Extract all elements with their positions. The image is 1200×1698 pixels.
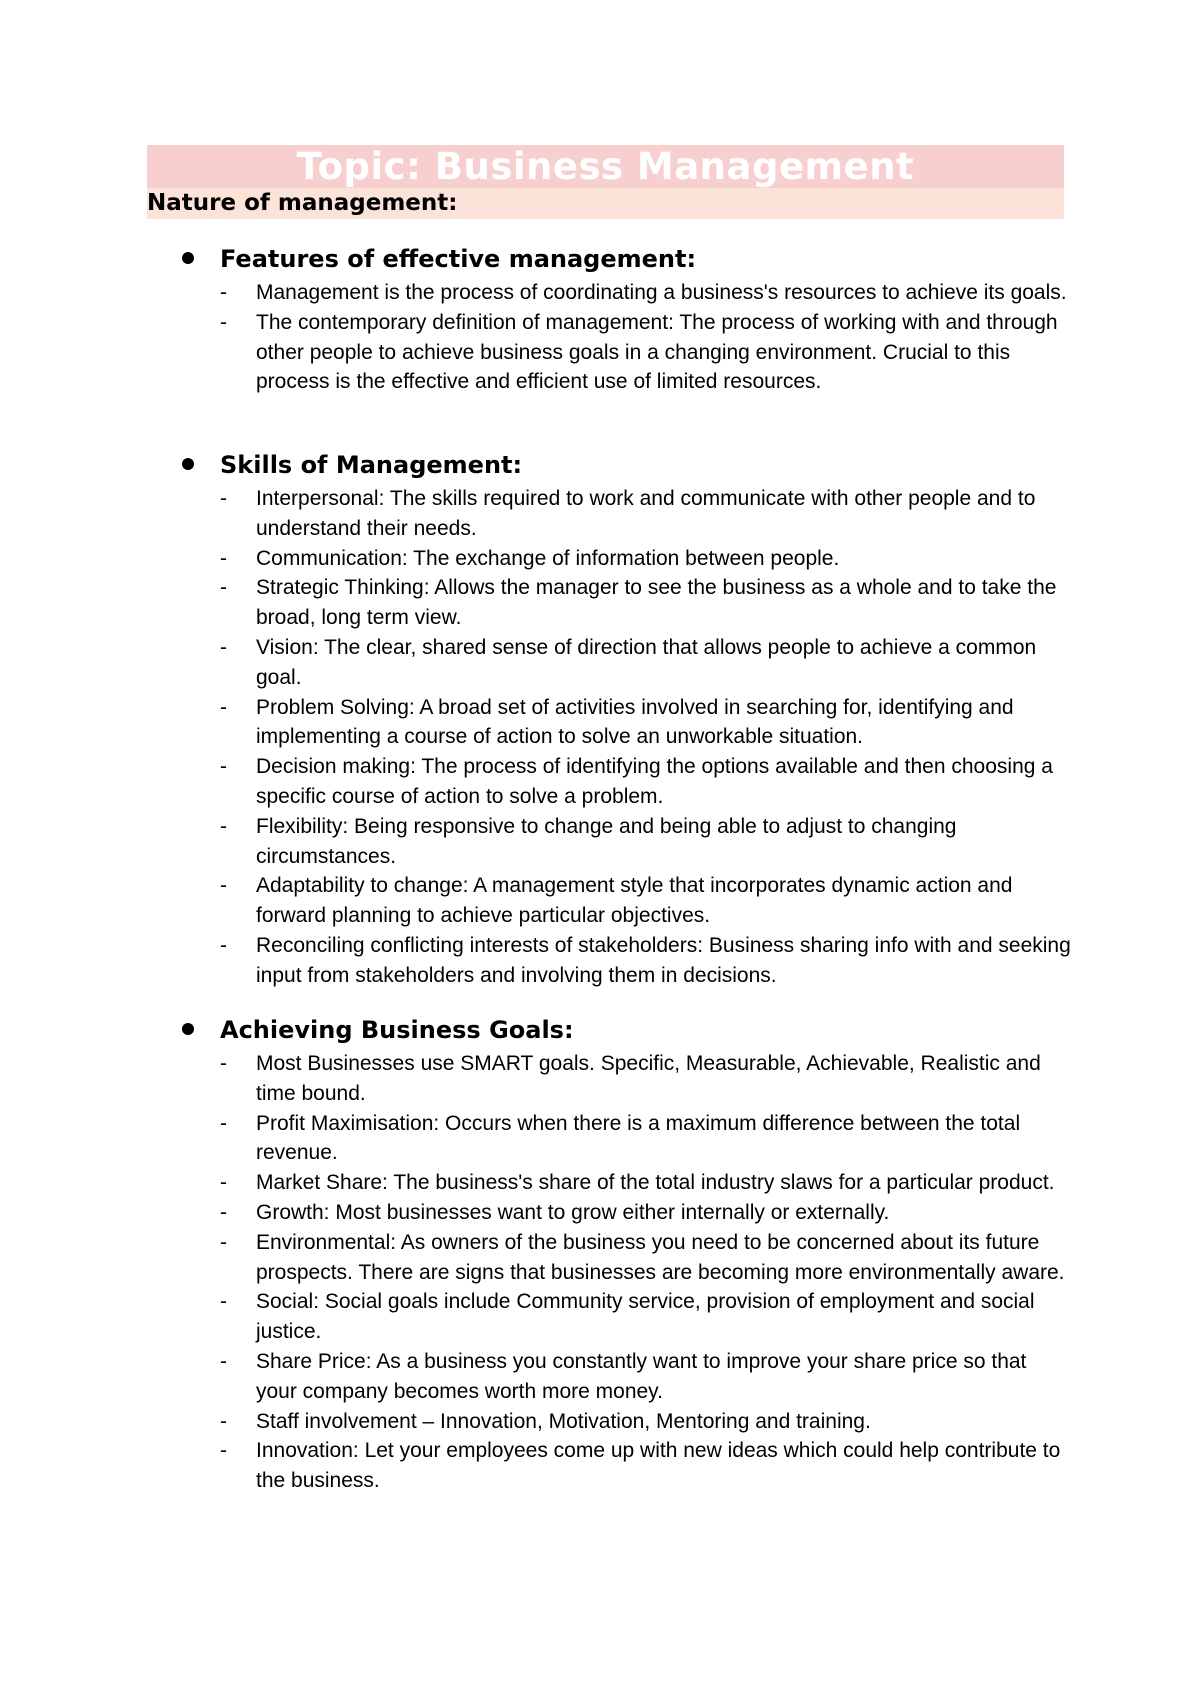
bullet-list	[0, 484, 1200, 991]
list-item	[0, 1168, 1072, 1198]
list-item-text: Social: Social goals include Community service, provision of employment and social justice.	[256, 1290, 1035, 1344]
list-item	[0, 544, 1072, 574]
dash-marker: -	[220, 1111, 227, 1135]
list-item	[0, 1049, 1072, 1109]
list-item	[0, 484, 1072, 544]
section-skills	[0, 448, 1200, 991]
list-item-text: Decision making: The process of identifying the options available and then choosing a specific course of action to solve a problem.	[256, 755, 1053, 808]
list-item-text: Share Price: As a business you constantly want to improve your share price so that your company becomes worth more money.	[256, 1349, 1027, 1403]
list-item-text: Reconciling conflicting interests of stakeholders: Business sharing info with and seeking input from stakeholders and involving them in decisions.	[256, 933, 1071, 987]
list-item-text: Communication: The exchange of information between people.	[256, 546, 840, 570]
dash-marker: -	[220, 1230, 227, 1254]
dash-marker: -	[220, 635, 227, 659]
list-item	[0, 573, 1072, 633]
list-item-text: Innovation: Let your employees come up with new ideas which could help contribute to the business.	[256, 1439, 1061, 1493]
section-heading	[0, 242, 1200, 278]
dash-marker: -	[220, 487, 227, 510]
bullet-list	[0, 278, 1200, 397]
dash-marker: -	[220, 546, 227, 570]
list-item	[0, 693, 1072, 753]
list-item	[0, 1407, 1072, 1437]
bullet-icon	[182, 252, 194, 264]
dash-marker: -	[220, 1200, 227, 1224]
section-features	[0, 242, 1200, 397]
document-title: Topic: Business Management	[296, 145, 915, 188]
list-item-text: Staff involvement – Innovation, Motivation, Mentoring and training.	[256, 1409, 871, 1433]
bullet-icon	[182, 458, 194, 470]
dash-marker: -	[220, 576, 227, 600]
dash-marker: -	[220, 755, 227, 779]
section-heading	[0, 1013, 1200, 1049]
section-heading	[0, 448, 1200, 484]
list-item	[0, 1287, 1072, 1347]
dash-marker: -	[220, 310, 227, 334]
title-banner	[147, 145, 1064, 188]
list-item	[0, 1436, 1072, 1496]
dash-marker: -	[220, 874, 227, 898]
dash-marker: -	[220, 1290, 227, 1314]
dash-marker: -	[220, 1171, 227, 1195]
list-item-text: Most Businesses use SMART goals. Specific, Measurable, Achievable, Realistic and time bound.	[256, 1052, 1041, 1105]
list-item-text: Management is the process of coordinating a business's resources to achieve its goals.	[256, 281, 1067, 304]
list-item-text: Problem Solving: A broad set of activities involved in searching for, identifying and implementing a course of action to solve an unworkable situation.	[256, 695, 1014, 749]
list-item-text: Strategic Thinking: Allows the manager to see the business as a whole and to take the broad, long term view.	[256, 576, 1057, 630]
list-item	[0, 812, 1072, 872]
list-item	[0, 752, 1072, 812]
list-item	[0, 308, 1072, 397]
list-item-text: Profit Maximisation: Occurs when there is a maximum difference between the total revenue.	[256, 1111, 1021, 1165]
list-item	[0, 278, 1072, 308]
list-item-text: Market Share: The business's share of the total industry slaws for a particular product.	[256, 1171, 1055, 1195]
subtitle-banner	[147, 188, 1064, 219]
list-item-text: Flexibility: Being responsive to change and being able to adjust to changing circumstances.	[256, 814, 957, 868]
section-heading-text: Skills of Management:	[220, 451, 523, 479]
section-heading-text: Features of effective management:	[220, 245, 697, 273]
list-item-text: Growth: Most businesses want to grow either internally or externally.	[256, 1200, 890, 1224]
dash-marker: -	[220, 1052, 227, 1075]
dash-marker: -	[220, 1439, 227, 1463]
list-item-text: The contemporary definition of management: The process of working with and through other people to achieve business goals in a changing environment. Crucial to this process is the effective and efficient use of limited resources.	[256, 310, 1058, 394]
list-item	[0, 1228, 1072, 1288]
dash-marker: -	[220, 933, 227, 957]
dash-marker: -	[220, 281, 227, 304]
list-item	[0, 633, 1072, 693]
list-item-text: Adaptability to change: A management style that incorporates dynamic action and forward planning to achieve particular objectives.	[256, 874, 1013, 928]
list-item-text: Vision: The clear, shared sense of direction that allows people to achieve a common goal.	[256, 635, 1037, 689]
list-item	[0, 1198, 1072, 1228]
bullet-icon	[182, 1023, 194, 1035]
section-goals	[0, 1013, 1200, 1496]
list-item	[0, 1347, 1072, 1407]
section-heading-text: Achieving Business Goals:	[220, 1016, 574, 1044]
dash-marker: -	[220, 1349, 227, 1373]
list-item-text: Environmental: As owners of the business you need to be concerned about its future prospects. There are signs that businesses are becoming more environmentally aware.	[256, 1230, 1065, 1284]
list-item	[0, 871, 1072, 931]
list-item	[0, 1109, 1072, 1169]
document-subtitle: Nature of management:	[147, 190, 458, 216]
dash-marker: -	[220, 1409, 227, 1433]
dash-marker: -	[220, 695, 227, 719]
list-item	[0, 931, 1072, 991]
dash-marker: -	[220, 814, 227, 838]
list-item-text: Interpersonal: The skills required to work and communicate with other people and to understand their needs.	[256, 487, 1036, 540]
bullet-list	[0, 1049, 1200, 1496]
